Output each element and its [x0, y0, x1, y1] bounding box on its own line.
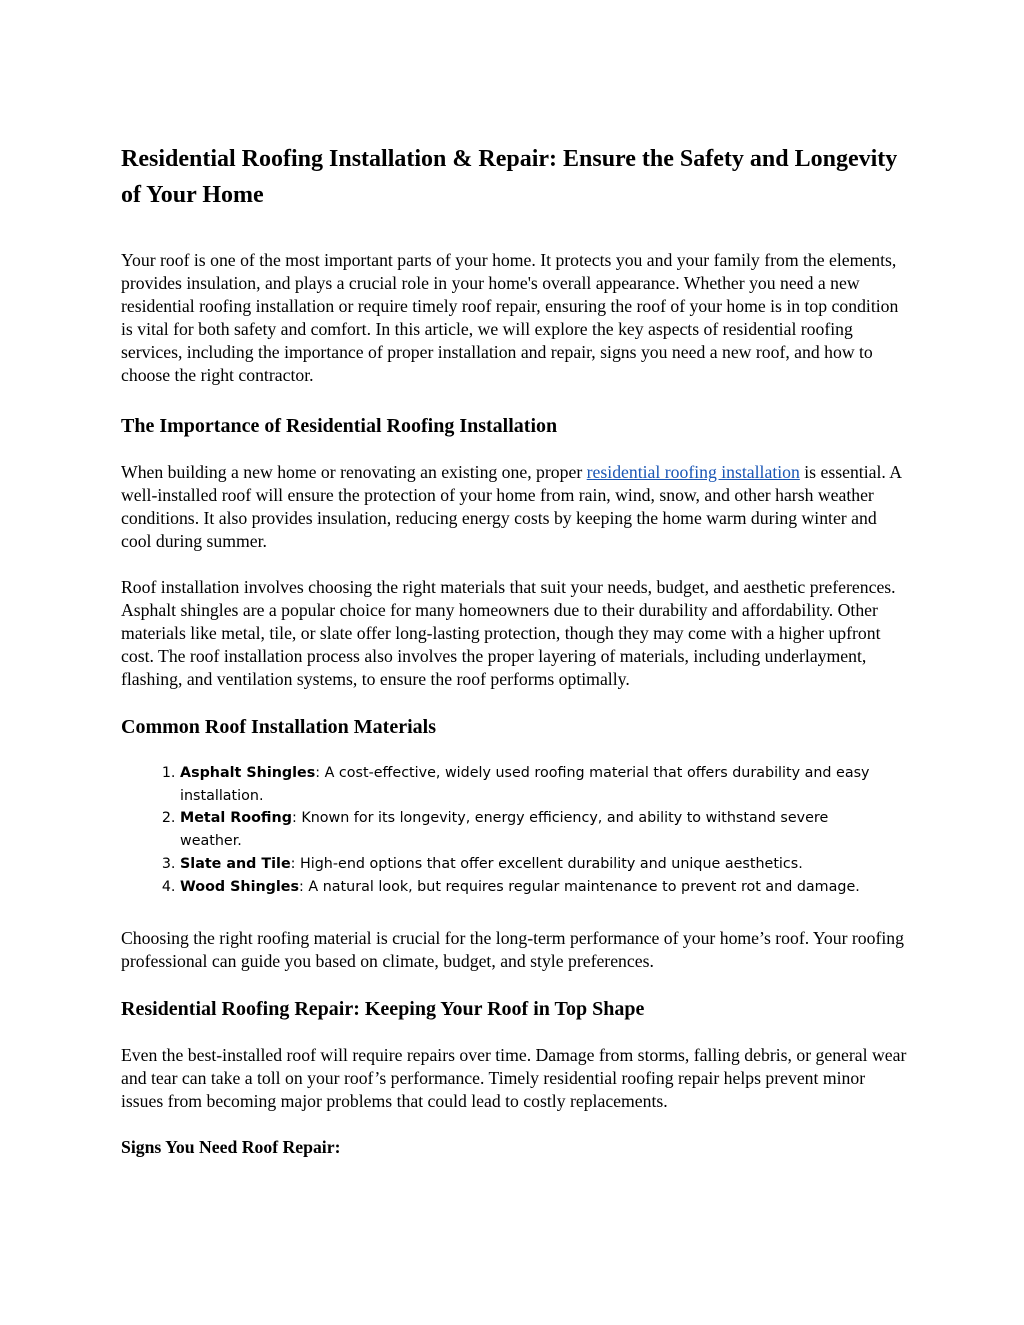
signs-subheading: Signs You Need Roof Repair:	[121, 1137, 341, 1158]
material-desc: : High-end options that offer excellent durability and unique aesthetics.	[290, 855, 803, 872]
list-item	[180, 853, 892, 876]
intro-paragraph: Your roof is one of the most important parts of your home. It protects you and your family from the elements, provides insulation, and plays a crucial role in your home's overall appearance. Whether you need a new residential roofing installation or require timely roof repair, ensuring the roof of your home is in top condition is vital for both safety and comfort. In this article, we will explore the key aspects of residential roofing services, including the importance of proper installation and repair, signs you need a new roof, and how to choose the right contractor.	[121, 250, 899, 385]
material-desc: : A natural look, but requires regular maintenance to prevent rot and damage.	[299, 878, 860, 895]
section-heading-repair: Residential Roofing Repair: Keeping Your Roof in Top Shape	[121, 998, 645, 1021]
material-name: Asphalt Shingles	[180, 765, 316, 781]
section-heading-materials: Common Roof Installation Materials	[121, 716, 436, 738]
document-page	[121, 141, 909, 1159]
importance-text-before-link: When building a new home or renovating an existing one, proper	[121, 462, 587, 482]
material-desc: : A cost-effective, widely used roofing material that offers durability and easy installation.	[180, 765, 870, 804]
list-item	[180, 762, 892, 807]
material-name: Slate and Tile	[180, 855, 291, 872]
list-item	[180, 807, 892, 852]
importance-text-after-link: is essential. A well-installed roof will ensure the protection of your home from rain, wind, snow, and other harsh weather conditions. It also provides insulation, reducing energy costs by keeping the home warm during winter and cool during summer.	[121, 462, 902, 551]
material-name: Wood Shingles	[180, 878, 300, 895]
materials-closing-paragraph: Choosing the right roofing material is crucial for the long-term performance of your home’s roof. Your roofing professional can guide you based on climate, budget, and style preferences.	[121, 928, 904, 972]
repair-paragraph: Even the best-installed roof will require repairs over time. Damage from storms, falling debris, or general wear and tear can take a toll on your roof’s performance. Timely residential roofing repair helps prevent minor issues from becoming major problems that could lead to costly replacements.	[121, 1045, 907, 1112]
importance-paragraph-1	[121, 461, 909, 553]
section-heading-importance: The Importance of Residential Roofing Installation	[121, 415, 558, 437]
material-name: Metal Roofing	[180, 810, 292, 827]
importance-paragraph-2: Roof installation involves choosing the right materials that suit your needs, budget, and aesthetic preferences. Asphalt shingles are a popular choice for many homeowners due to their durability and affordability. Other materials like metal, tile, or slate offer long-lasting protection, though they may come with a higher upfront cost. The roof installation process also involves the proper layering of materials, including underlayment, flashing, and ventilation systems, to ensure the roof performs optimally.	[121, 577, 896, 689]
material-desc: : Known for its longevity, energy efficiency, and ability to withstand severe weather.	[180, 810, 829, 850]
residential-roofing-installation-link[interactable]: residential roofing installation	[586, 462, 800, 482]
list-item	[180, 876, 892, 899]
page-title: Residential Roofing Installation & Repair: Ensure the Safety and Longevity of Your Home	[121, 146, 898, 208]
materials-list	[121, 762, 892, 898]
